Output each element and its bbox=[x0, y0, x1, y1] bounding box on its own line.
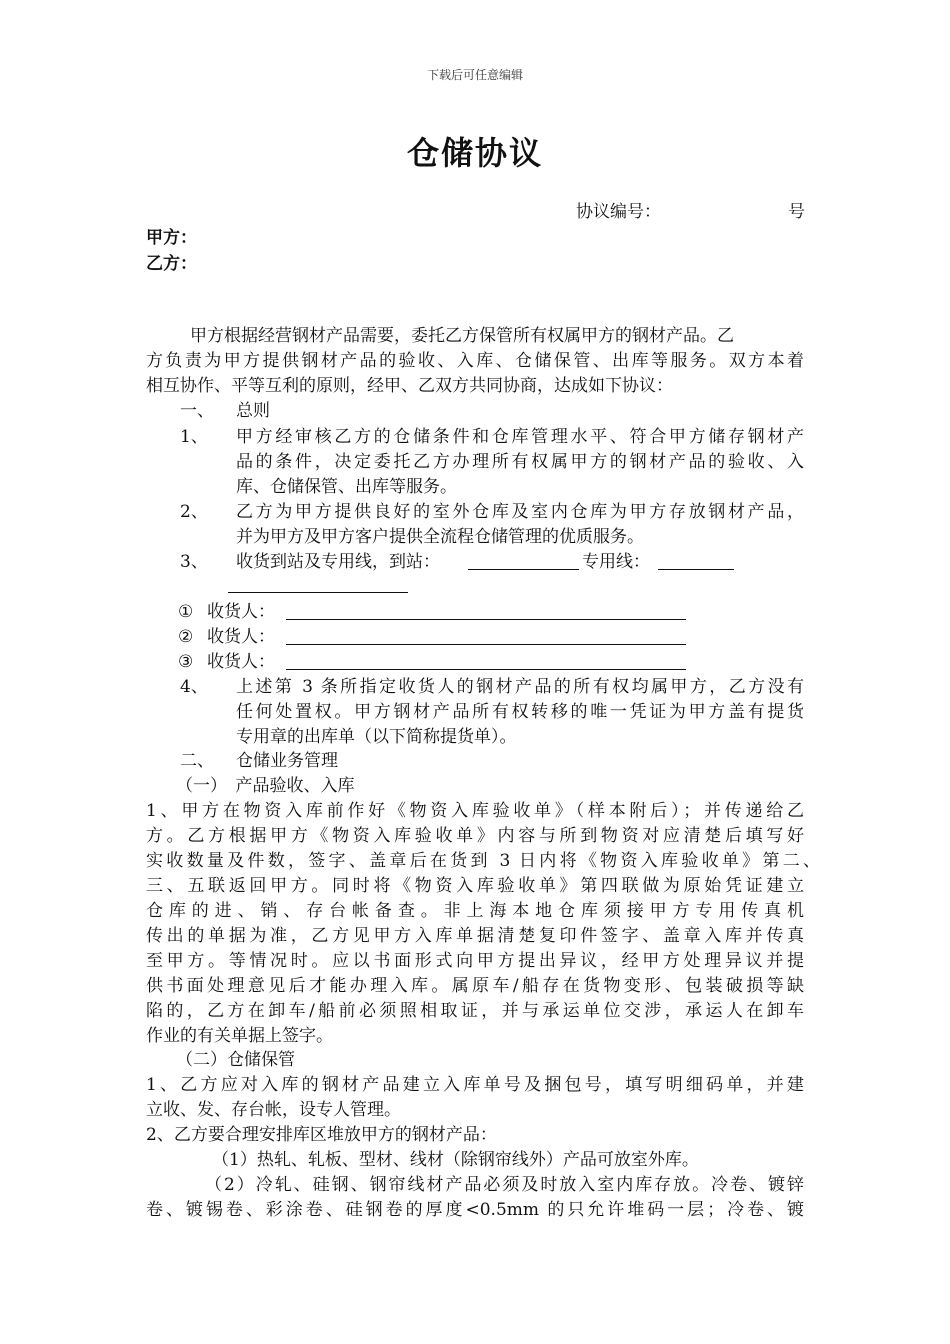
clause-1-number: 1、 bbox=[180, 427, 208, 447]
subsection-2-heading: （二）仓储保管 bbox=[176, 1050, 295, 1070]
siding-blank-2 bbox=[228, 574, 408, 593]
receiver-3-label: 收货人： bbox=[207, 652, 275, 672]
clause-3-station-label: 收货到站及专用线，到站： bbox=[236, 552, 440, 572]
para-1-line-6: 传出的单据为准，乙方见甲方入库单据清楚复印件签字、盖章入库并传真 bbox=[146, 926, 804, 946]
receiver-2-marker: ② bbox=[178, 627, 194, 647]
section-1-number: 一、 bbox=[180, 401, 214, 421]
intro-line-2: 方负责为甲方提供钢材产品的验收、入库、仓储保管、出库等服务。双方本着 bbox=[146, 351, 804, 371]
agreement-number-label: 协议编号： bbox=[576, 202, 661, 222]
siding-blank-1 bbox=[658, 551, 734, 570]
para-1-line-8: 供书面处理意见后才能办理入库。属原车/船存在货物变形、包装破损等缺 bbox=[146, 976, 804, 996]
section-1-heading: 总则 bbox=[236, 401, 270, 421]
receiver-2-blank bbox=[286, 626, 686, 645]
section-2-number: 二、 bbox=[180, 751, 214, 771]
para-2-line-2: 立收、发、存台帐，设专人管理。 bbox=[146, 1100, 401, 1120]
clause-1-line-3: 库、仓储保管、出库等服务。 bbox=[236, 477, 457, 497]
receiver-3-marker: ③ bbox=[178, 652, 194, 672]
receiver-3-blank bbox=[286, 651, 686, 670]
para-1-line-10: 作业的有关单据上签字。 bbox=[146, 1026, 333, 1046]
clause-3-number: 3、 bbox=[180, 552, 208, 572]
para-1-line-4: 三、五联返回甲方。同时将《物资入库验收单》第四联做为原始凭证建立 bbox=[146, 876, 804, 896]
section-2-heading: 仓储业务管理 bbox=[236, 751, 338, 771]
clause-4-line-2: 任何处置权。甲方钢材产品所有权转移的唯一凭证为甲方盖有提货 bbox=[236, 702, 804, 722]
clause-1-line-2: 品的条件，决定委托乙方办理所有权属甲方的钢材产品的验收、入 bbox=[236, 452, 804, 472]
clause-1-line-1: 甲方经审核乙方的仓储条件和仓库管理水平、符合甲方储存钢材产 bbox=[236, 427, 804, 447]
para-1-line-9: 陷的，乙方在卸车/船前必须照相取证，并与承运单位交涉，承运人在卸车 bbox=[146, 1001, 804, 1021]
party-a-label: 甲方： bbox=[146, 228, 197, 248]
clause-2-number: 2、 bbox=[180, 502, 208, 522]
para-5-line-1: （2）冷轧、硅钢、钢帘线材产品必须及时放入室内库存放。冷卷、镀锌 bbox=[205, 1175, 804, 1195]
para-4: （1）热轧、轧板、型材、线材（除钢帘线外）产品可放室外库。 bbox=[212, 1150, 699, 1170]
para-1-line-2: 方。乙方根据甲方《物资入库验收单》内容与所到物资对应清楚后填写好 bbox=[146, 826, 804, 846]
receiver-2-label: 收货人： bbox=[207, 627, 275, 647]
para-1-line-3: 实收数量及件数，签字、盖章后在货到 3 日内将《物资入库验收单》第二、 bbox=[146, 851, 820, 871]
para-5-line-2: 卷、镀锡卷、彩涂卷、硅钢卷的厚度<0.5mm 的只允许堆码一层；冷卷、镀 bbox=[146, 1200, 804, 1220]
party-b-label: 乙方： bbox=[146, 254, 197, 274]
document-title: 仓储协议 bbox=[406, 134, 543, 172]
intro-line-3: 相互协作、平等互利的原则，经甲、乙双方共同协商，达成如下协议： bbox=[146, 376, 673, 396]
clause-2-line-2: 并为甲方及甲方客户提供全流程仓储管理的优质服务。 bbox=[236, 527, 644, 547]
intro-line-1: 甲方根据经营钢材产品需要，委托乙方保管所有权属甲方的钢材产品。乙 bbox=[190, 326, 734, 346]
clause-4-line-3: 专用章的出库单（以下简称提货单）。 bbox=[236, 727, 517, 747]
para-1-line-1: 1、甲方在物资入库前作好《物资入库验收单》（样本附后）；并传递给乙 bbox=[146, 801, 804, 821]
receiver-1-label: 收货人： bbox=[207, 602, 275, 622]
receiver-1-marker: ① bbox=[178, 602, 194, 622]
agreement-number-suffix: 号 bbox=[788, 202, 805, 222]
station-blank bbox=[468, 551, 579, 570]
para-2-line-1: 1、乙方应对入库的钢材产品建立入库单号及捆包号，填写明细码单，并建 bbox=[146, 1075, 804, 1095]
para-3: 2、乙方要合理安排库区堆放甲方的钢材产品： bbox=[146, 1125, 497, 1145]
receiver-1-blank bbox=[286, 601, 686, 620]
clause-3-siding-label: 专用线： bbox=[582, 552, 650, 572]
para-1-line-5: 仓库的进、销、存台帐备查。非上海本地仓库须接甲方专用传真机 bbox=[146, 901, 804, 921]
clause-2-line-1: 乙方为甲方提供良好的室外仓库及室内仓库为甲方存放钢材产品， bbox=[236, 502, 804, 522]
clause-4-line-1: 上述第 3 条所指定收货人的钢材产品的所有权均属甲方，乙方没有 bbox=[236, 677, 804, 697]
subsection-1-heading: （一） 产品验收、入库 bbox=[176, 776, 355, 796]
header-note: 下载后可任意编辑 bbox=[426, 68, 523, 82]
clause-4-number: 4、 bbox=[180, 677, 208, 697]
para-1-line-7: 至甲方。等情况时。应以书面形式向甲方提出异议，经甲方处理异议并提 bbox=[146, 951, 804, 971]
